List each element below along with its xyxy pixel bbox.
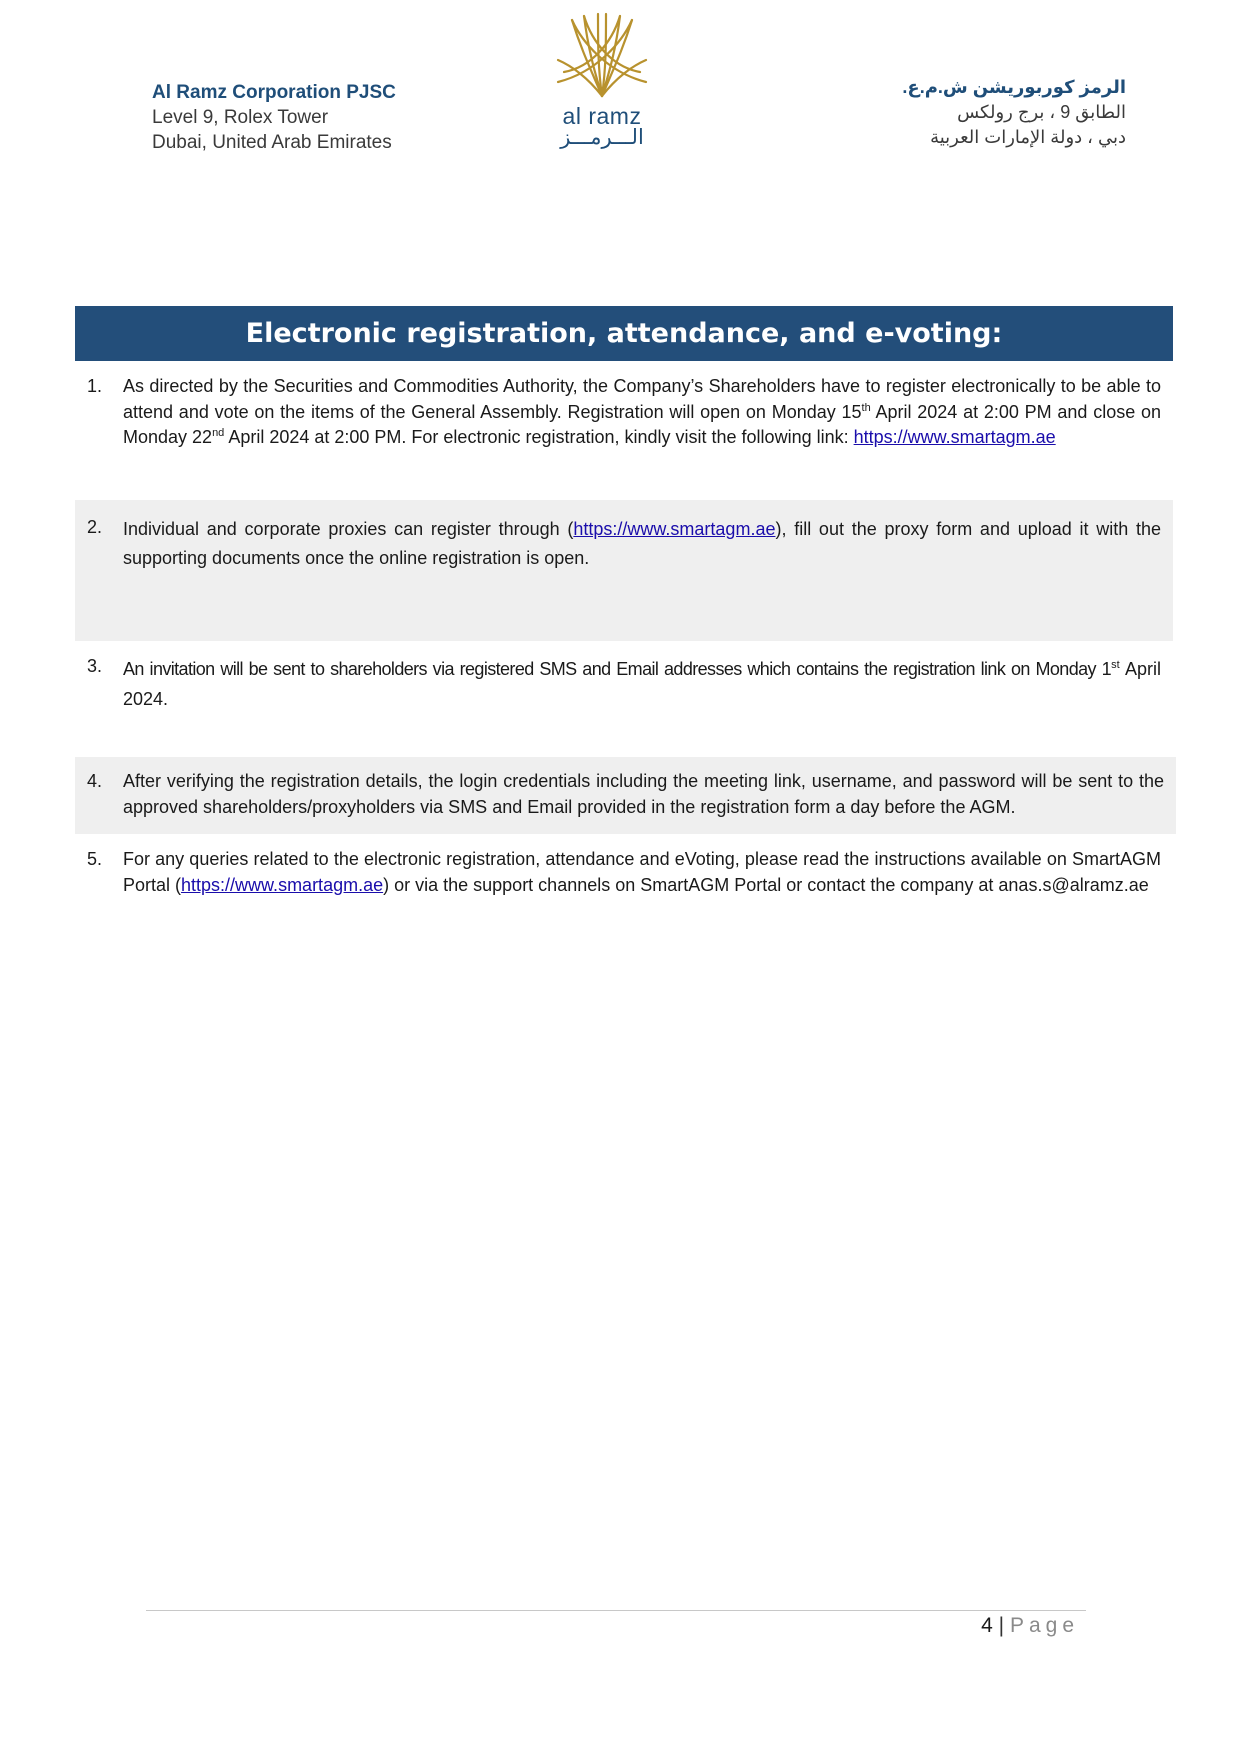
- page-number: [981, 1614, 1079, 1638]
- list-item-text: For any queries related to the electronic registration, attendance and eVoting, please read the instructions available on SmartAGM Portal (https://www.smartagm.ae) or via the support channels on SmartAGM Portal or contact the company at anas.s@alramz.ae: [123, 849, 1161, 895]
- smartagm-link[interactable]: https://www.smartagm.ae: [573, 519, 776, 539]
- address-line-2-arabic: دبي ، دولة الإمارات العربية: [930, 127, 1126, 147]
- list-item-number: 4.: [87, 771, 103, 791]
- company-name-arabic: الرمز كوربوريشن ش.م.ع.: [902, 77, 1126, 97]
- address-line-1: Level 9, Rolex Tower: [152, 107, 329, 128]
- header-address-arabic: [902, 75, 1126, 150]
- list-item: [75, 374, 1173, 479]
- smartagm-link[interactable]: https://www.smartagm.ae: [181, 874, 384, 895]
- page-label: Page: [1009, 1614, 1079, 1637]
- list-item: [75, 847, 1173, 927]
- address-line-2: Dubai, United Arab Emirates: [152, 132, 392, 153]
- list-item-text: After verifying the registration details, the login credentials including the meeting link, username, and password will be sent to the approved shareholders/proxyholders via SMS and Email provided in the registration form a day before the AGM.: [123, 771, 1164, 817]
- company-name: Al Ramz Corporation PJSC: [152, 82, 396, 103]
- list-item-text: As directed by the Securities and Commodities Authority, the Company’s Shareholders have to register electronically to be able to attend and vote on the items of the General Assembly. Registration will open on Monday 15th April 2024 at 2:00 PM and close on Monday 22nd April 2024 at 2:00 PM. For electronic registration, kindly visit the following link: https://www.smartagm.ae: [123, 376, 1162, 447]
- footer-divider: [146, 1610, 1086, 1611]
- list-item-number: 1.: [87, 376, 103, 396]
- list-item-number: 5.: [87, 849, 103, 869]
- logo-emblem-icon: [552, 12, 652, 104]
- list-item: [75, 757, 1176, 834]
- list-item-number: 2.: [87, 517, 103, 537]
- al-ramz-logo: [552, 12, 652, 152]
- list-item-number: 3.: [87, 656, 103, 676]
- logo-text-arabic: الـــرمـــز: [560, 126, 644, 149]
- logo-text-latin: al ramz: [562, 103, 642, 129]
- page-number-value: 4: [981, 1614, 993, 1637]
- section-title: Electronic registration, attendance, and e-voting:: [75, 306, 1173, 361]
- smartagm-link[interactable]: https://www.smartagm.ae: [853, 427, 1056, 447]
- address-line-1-arabic: الطابق 9 ، برج رولكس: [957, 102, 1126, 122]
- list-item-text: An invitation will be sent to shareholders via registered SMS and Email addresses which contains the registration link on Monday 1st April 2024.: [123, 659, 1161, 709]
- list-item-text: Individual and corporate proxies can register through (https://www.smartagm.ae), fill out the proxy form and upload it with the supporting documents once the online registration is open.: [123, 519, 1161, 568]
- list-item: [75, 500, 1173, 641]
- page-separator: |: [998, 1614, 1005, 1637]
- list-item: [75, 654, 1173, 724]
- header-address-english: [152, 80, 396, 155]
